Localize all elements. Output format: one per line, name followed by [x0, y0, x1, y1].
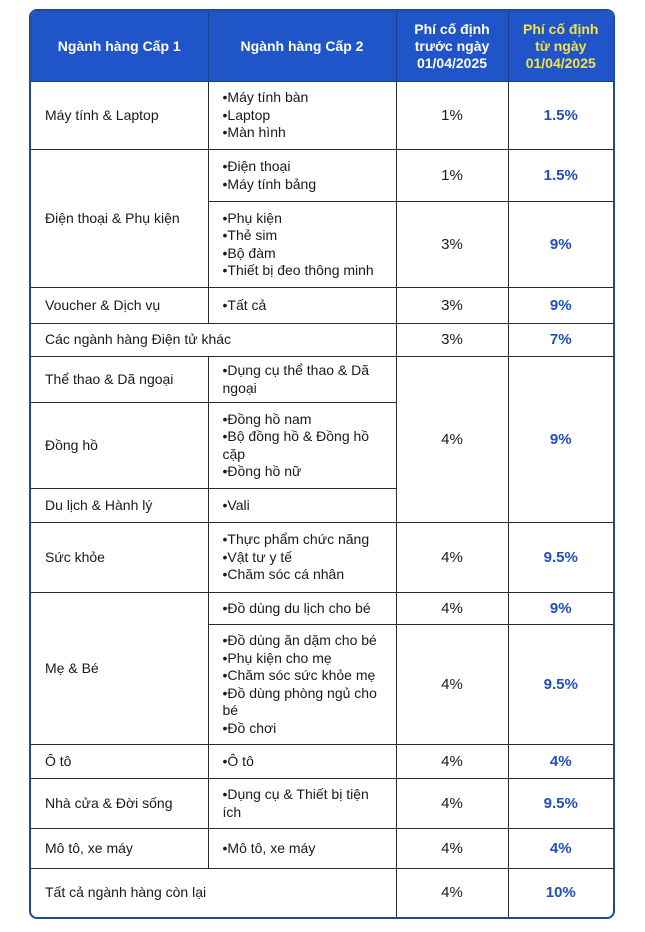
list-item: •Vật tư y tế	[222, 548, 293, 565]
table-row	[31, 745, 613, 779]
cat1-cell: Đồng hồ	[31, 403, 208, 489]
fee-old-cell: 1%	[396, 150, 508, 202]
list-item: •Đồ dùng du lịch cho bé	[222, 599, 371, 616]
fee-new-cell: 1.5%	[508, 82, 613, 150]
list-item: •Đồ dùng phòng ngủ cho bé	[222, 684, 377, 718]
list-item: •Dụng cụ thể thao & Dã ngoại	[222, 362, 370, 396]
list-item: •Chăm sóc sức khỏe mẹ	[222, 667, 376, 683]
cat2-cell	[208, 779, 396, 829]
cat2-cell	[208, 82, 396, 150]
fee-new-cell: 10%	[508, 869, 613, 917]
fee-old-cell: 3%	[396, 288, 508, 324]
fee-new-cell: 9%	[508, 357, 613, 523]
list-item: •Ô tô	[222, 752, 254, 769]
list-item: •Chăm sóc cá nhân	[222, 566, 345, 583]
fee-new-cell: 9%	[508, 593, 613, 625]
cat1-cell: Tất cả ngành hàng còn lại	[31, 869, 396, 917]
list-item: •Phụ kiện cho mẹ	[222, 649, 332, 666]
fee-old-cell: 4%	[396, 357, 508, 523]
fee-new-cell: 9.5%	[508, 779, 613, 829]
fee-new-cell: 9%	[508, 288, 613, 324]
cat2-cell	[208, 593, 396, 625]
list-item: •Đồ chơi	[222, 719, 277, 736]
cat2-cell	[208, 489, 396, 523]
fee-table	[31, 11, 613, 917]
list-item: •Dụng cụ & Thiết bị tiện ích	[222, 786, 369, 820]
list-item: •Laptop	[222, 106, 271, 123]
list-item: •Vali	[222, 496, 250, 513]
fee-new-cell: 9%	[508, 202, 613, 288]
list-item: •Điện thoại	[222, 158, 291, 174]
fee-old-cell: 3%	[396, 202, 508, 288]
cat2-cell	[208, 202, 396, 288]
fee-new-cell: 9.5%	[508, 523, 613, 593]
list-item: •Máy tính bàn	[222, 89, 309, 106]
cat1-cell: Máy tính & Laptop	[31, 82, 208, 150]
list-item: •Bộ đàm	[222, 244, 276, 261]
table-row	[31, 523, 613, 593]
list-item: •Máy tính bảng	[222, 175, 317, 192]
header-fee-old: Phí cố định trước ngày 01/04/2025	[396, 11, 508, 82]
cat2-cell	[208, 523, 396, 593]
cat1-cell: Nhà cửa & Đời sống	[31, 779, 208, 829]
list-item: •Phụ kiện	[222, 209, 282, 226]
table-row	[31, 869, 613, 917]
fee-old-cell: 1%	[396, 82, 508, 150]
cat1-cell: Các ngành hàng Điện tử khác	[31, 324, 396, 357]
list-item: •Bộ đồng hồ & Đồng hồ cặp	[222, 428, 370, 462]
fee-old-cell: 4%	[396, 593, 508, 625]
cat2-cell	[208, 625, 396, 745]
fee-old-cell: 3%	[396, 324, 508, 357]
list-item: •Thực phẩm chức năng	[222, 531, 370, 548]
cat1-cell: Điện thoại & Phụ kiện	[31, 150, 208, 288]
list-item: •Đồng hồ nam	[222, 410, 312, 427]
header-cat1: Ngành hàng Cấp 1	[31, 11, 208, 82]
fee-old-cell: 4%	[396, 869, 508, 917]
fee-old-cell: 4%	[396, 523, 508, 593]
fee-new-cell: 7%	[508, 324, 613, 357]
header-cat2: Ngành hàng Cấp 2	[208, 11, 396, 82]
cat2-cell	[208, 288, 396, 324]
fee-new-cell: 4%	[508, 745, 613, 779]
fee-new-cell: 9.5%	[508, 625, 613, 745]
cat1-cell: Ô tô	[31, 745, 208, 779]
table-row	[31, 150, 613, 202]
list-item: •Đồ dùng ăn dặm cho bé	[222, 632, 377, 648]
cat2-cell	[208, 403, 396, 489]
table-row	[31, 779, 613, 829]
cat1-cell: Mẹ & Bé	[31, 593, 208, 745]
table-row	[31, 288, 613, 324]
list-item: •Mô tô, xe máy	[222, 839, 316, 856]
table-row	[31, 829, 613, 869]
cat1-cell: Voucher & Dịch vụ	[31, 288, 208, 324]
fee-new-cell: 4%	[508, 829, 613, 869]
fee-table-container	[29, 9, 615, 919]
header-row	[31, 11, 613, 82]
list-item: •Màn hình	[222, 124, 286, 141]
list-item: •Tất cả	[222, 296, 267, 313]
header-fee-new: Phí cố định từ ngày 01/04/2025	[508, 11, 613, 82]
fee-new-cell: 1.5%	[508, 150, 613, 202]
fee-old-cell: 4%	[396, 625, 508, 745]
list-item: •Đồng hồ nữ	[222, 463, 302, 479]
table-row	[31, 593, 613, 625]
cat2-cell	[208, 829, 396, 869]
table-row	[31, 82, 613, 150]
cat2-cell	[208, 357, 396, 403]
cat1-cell: Sức khỏe	[31, 523, 208, 593]
table-row	[31, 357, 613, 403]
fee-old-cell: 4%	[396, 779, 508, 829]
cat2-cell	[208, 150, 396, 202]
list-item: •Thẻ sim	[222, 227, 278, 243]
table-row	[31, 324, 613, 357]
fee-old-cell: 4%	[396, 829, 508, 869]
cat2-cell	[208, 745, 396, 779]
cat1-cell: Du lịch & Hành lý	[31, 489, 208, 523]
cat1-cell: Mô tô, xe máy	[31, 829, 208, 869]
list-item: •Thiết bị đeo thông minh	[222, 262, 374, 278]
cat1-cell: Thể thao & Dã ngoại	[31, 357, 208, 403]
fee-old-cell: 4%	[396, 745, 508, 779]
